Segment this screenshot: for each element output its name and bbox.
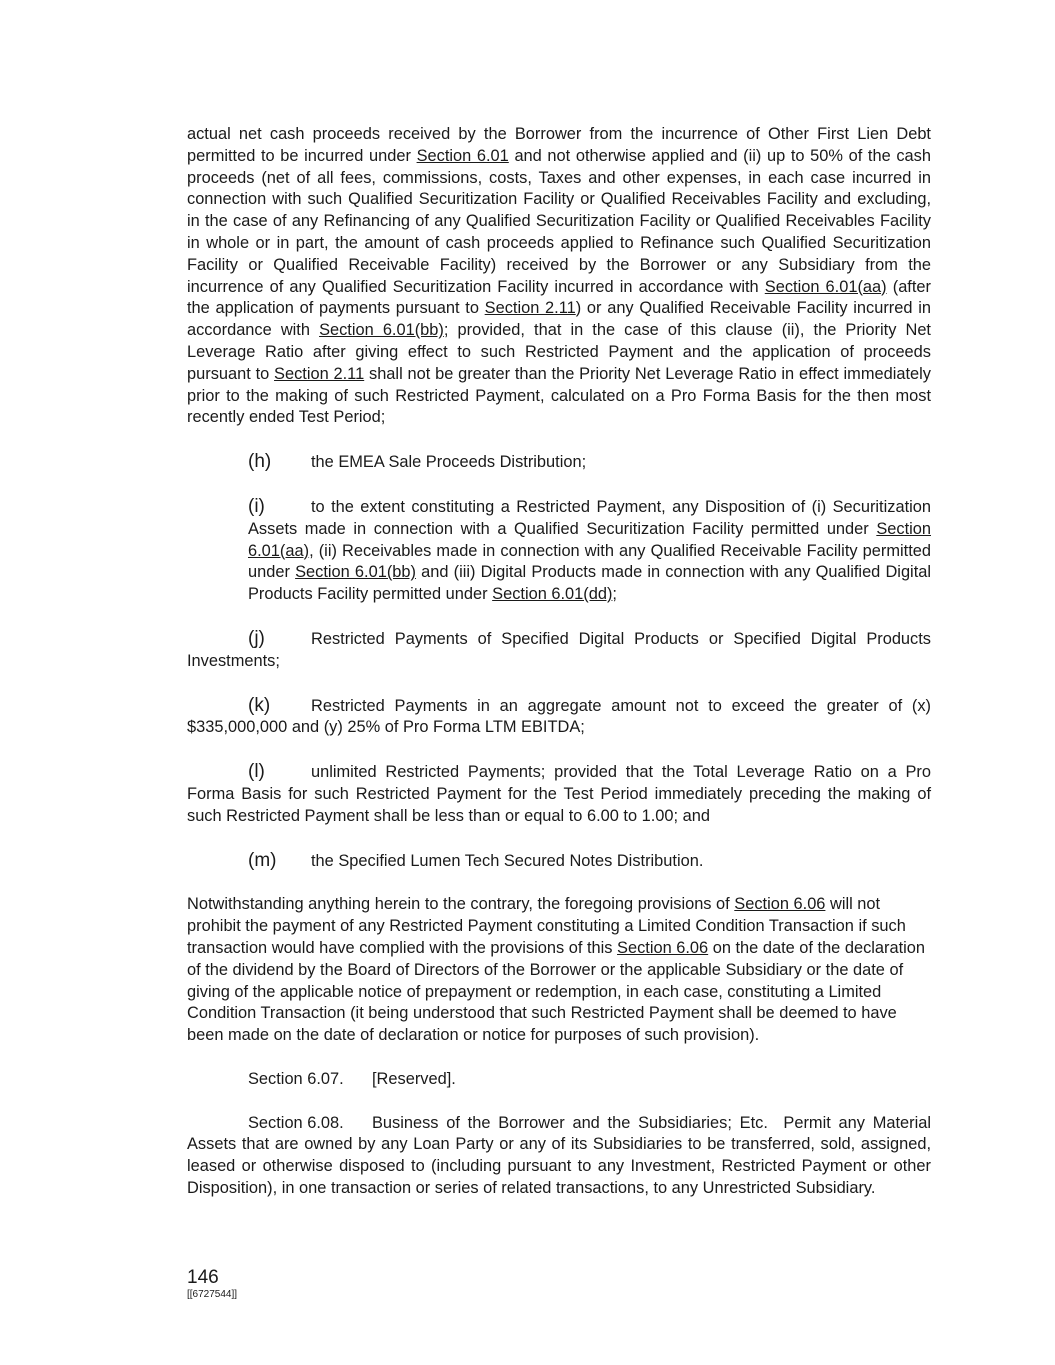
clause-m — [187, 850, 931, 873]
clause-text: Restricted Payments of Specified Digital Products or Specified Digital Products Investments; — [187, 629, 931, 670]
text: (after the application of payments pursuant to — [187, 277, 931, 318]
clause-l — [187, 761, 931, 827]
clause-label: (i) — [248, 495, 265, 517]
text: will not prohibit the payment of any Restricted Payment constituting a Limited Condition Transaction if such transaction would have complied with the provisions of this — [187, 895, 906, 957]
clause-i — [187, 496, 931, 606]
document-body — [187, 124, 936, 1200]
section-6-08 — [187, 1113, 936, 1200]
clause-label: (j) — [248, 627, 265, 649]
clause-label: (l) — [248, 761, 265, 783]
clause-text: the Specified Lumen Tech Secured Notes Distribution. — [311, 851, 704, 870]
text: actual net cash proceeds received by the Borrower from the incurrence of Other First Lien Debt permitted to be incurred under — [187, 125, 931, 165]
clause-text: unlimited Restricted Payments; provided that the Total Leverage Ratio on a Pro Forma Basis for such Restricted Payment for the Test Period immediately preceding the making of such Restricted Payment shall be less than or equal to 6.00 to 1.00; and — [187, 763, 931, 825]
clause-text: and (iii) Digital Products made in connection with any Qualified Digital Products Facility permitted under — [248, 563, 932, 604]
section-text: Permit any Material Assets that are owned by any Loan Party or any of its Subsidiaries to be transferred, sold, assigned, leased or otherwise disposed to (including pursuant to any Investment, Restricted Payment or other Disposition), in one transaction or series of related transactions, to any Unrestricted Subsidiary. — [187, 1113, 936, 1198]
text: shall not be greater than the Priority Net Leverage Ratio in effect immediately prior to the making of such Restricted Payment, calculated on a Pro Forma Basis for the then most recently ended Test Period; — [187, 364, 931, 427]
page-footer — [187, 1267, 237, 1301]
paragraph-notwithstanding — [187, 894, 931, 1047]
clause-text: ; — [612, 585, 617, 604]
section-reference: Section 6.01(bb) — [319, 321, 444, 340]
document-id: [[6727544]] — [187, 1289, 238, 1300]
clause-text: the EMEA Sale Proceeds Distribution; — [311, 453, 587, 472]
section-reference: Section 2.11 — [274, 364, 365, 383]
clause-k — [187, 695, 931, 740]
clause-text: to the extent constituting a Restricted Payment, any Disposition of (i) Securitization Assets made in connection with a Qualified Securitization Facility permitted under — [248, 497, 931, 538]
paragraph-intro — [187, 124, 931, 429]
text: ) or any Qualified Receivable Facility incurred in accordance with — [187, 299, 931, 340]
section-reference: Section 6.01(aa) — [248, 519, 931, 560]
clause-label: (m) — [248, 849, 277, 871]
section-title: Business of the Borrower and the Subsidiaries; Etc. — [372, 1113, 768, 1132]
clause-text: , (ii) Receivables made in connection with any Qualified Receivable Facility permitted under — [248, 541, 931, 582]
section-reference: Section 6.01(dd) — [492, 585, 613, 604]
text: Notwithstanding anything herein to the contrary, the foregoing provisions of — [187, 895, 735, 914]
text: and not otherwise applied and (ii) up to 50% of the cash proceeds (net of all fees, commissions, costs, Taxes and other expenses, in each case incurred in connection with such Qualified Securitization Facility or Qualified Receivables Facility and excluding, in the case of any Refinancing of any Qualified Securitization Facility or Qualified Receivables Facility in whole or in part, the amount of cash proceeds applied to Refinance such Qualified Securitization Facility or Qualified Receivable Facility) received by the Borrower or any Subsidiary from the incurrence of any Qualified Securitization Facility incurred in accordance with — [187, 146, 931, 296]
page-number: 146 — [187, 1267, 219, 1288]
section-reference: Section 6.06 — [734, 895, 826, 914]
section-reference: Section 6.01(bb) — [295, 563, 416, 582]
section-6-07 — [187, 1069, 931, 1091]
section-reference: Section 2.11 — [484, 299, 576, 318]
clause-label: (k) — [248, 694, 271, 716]
section-reference: Section 6.01(aa) — [764, 277, 887, 296]
clause-label: (h) — [248, 451, 272, 473]
section-reference: Section 6.06 — [617, 938, 709, 957]
section-reference: Section 6.01 — [416, 146, 509, 165]
section-number: Section 6.07. — [248, 1069, 344, 1088]
clause-j — [187, 628, 931, 673]
text: on the date of the declaration of the dividend by the Board of Directors of the Borrower or the applicable Subsidiary or the date of giving of the applicable notice of prepayment or redemption, in each case, constituting a Limited Condition Transaction (it being understood that such Restricted Payment shall be deemed to have been made on the date of declaration or notice for purposes of such provision). — [187, 938, 926, 1045]
section-number: Section 6.08. — [248, 1113, 344, 1132]
clause-text: Restricted Payments in an aggregate amount not to exceed the greater of (x) $335,000,000 and (y) 25% of Pro Forma LTM EBITDA; — [187, 696, 931, 737]
text: ; provided, that in the case of this clause (ii), the Priority Net Leverage Ratio after giving effect to such Restricted Payment and the application of proceeds pursuant to — [187, 321, 931, 383]
clause-h — [187, 451, 931, 474]
section-title: [Reserved]. — [372, 1069, 456, 1088]
